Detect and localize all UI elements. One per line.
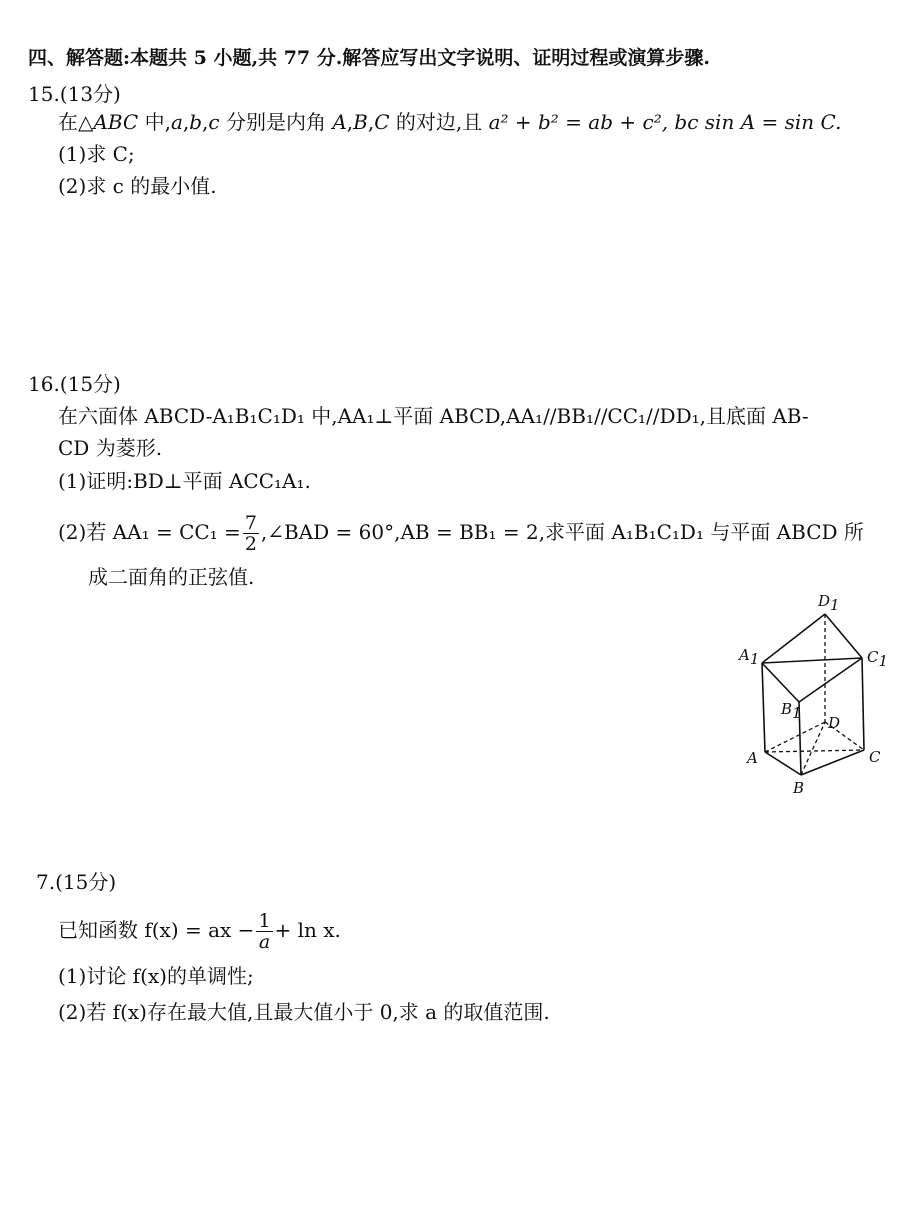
label-a: A (747, 749, 758, 767)
q15-stem-g: , (202, 110, 209, 134)
q17-part2: (2)若 f(x)存在最大值,且最大值小于 0,求 a 的取值范围. (58, 1000, 550, 1024)
q15-stem-c: 中, (138, 110, 171, 134)
q16-part1: (1)证明:BD⊥平面 ACC₁A₁. (58, 469, 311, 493)
label-c1: C1 (867, 648, 889, 670)
q15-stem-h: c (208, 110, 220, 134)
q15-stem-b: ABC (93, 110, 139, 134)
q17-frac-den: a (258, 931, 271, 953)
q15-stem-j: A (332, 110, 347, 134)
q16-frac-den: 2 (244, 533, 257, 555)
q16-fraction (243, 513, 259, 554)
q15-stem-i: 分别是内角 (219, 110, 333, 134)
label-b1: B1 (781, 700, 802, 722)
q15-stem-d: a (170, 110, 183, 134)
hexahedron-figure (725, 590, 890, 805)
label-d: D (828, 714, 841, 732)
label-c: C (869, 748, 881, 766)
q15-stem-l: B (353, 110, 368, 134)
label-b: B (793, 779, 805, 797)
q16-part2-b: ,∠BAD = 60°,AB = BB₁ = 2,求平面 A₁B₁C₁D₁ 与平面 ABCD 所 (260, 520, 864, 544)
label-a1: A1 (739, 646, 760, 668)
section-header: 四、解答题:本题共 5 小题,共 77 分.解答应写出文字说明、证明过程或演算步骤. (28, 47, 710, 69)
q16-stem-line2: CD 为菱形. (58, 436, 163, 460)
edge-a1-c1 (762, 658, 862, 663)
edge-a1-b1 (762, 663, 799, 702)
q16-part2-cont: 成二面角的正弦值. (88, 565, 255, 589)
q15-equation: a² + b² = ab + c², bc sin A = sin C. (488, 110, 842, 134)
q15-part1: (1)求 C; (58, 142, 135, 166)
diagonal-ac-hidden (765, 750, 864, 752)
q15-stem (58, 108, 841, 136)
q17-frac-num: 1 (258, 910, 271, 932)
q17-stem-b: + ln x. (274, 918, 341, 942)
q16-stem-line1: 在六面体 ABCD-A₁B₁C₁D₁ 中,AA₁⊥平面 ABCD,AA₁//BB₁//CC₁//DD₁,且底面 AB- (58, 404, 809, 428)
q17-stem (58, 908, 341, 952)
q15-stem-k: , (346, 110, 354, 134)
q15-number: 15.(13分) (28, 82, 121, 106)
q17-number: 7.(15分) (36, 870, 117, 894)
edge-c-c1 (862, 658, 864, 750)
q17-fraction (256, 911, 272, 952)
q16-frac-num: 7 (244, 512, 257, 534)
q16-part2-a: (2)若 AA₁ = CC₁ = (58, 520, 241, 544)
q16-number: 16.(15分) (28, 372, 121, 396)
q15-stem-e: , (182, 110, 190, 134)
q15-stem-o: 的对边,且 (389, 110, 489, 134)
q17-stem-a: 已知函数 f(x) = ax − (58, 918, 255, 942)
edge-a-d-hidden (765, 722, 825, 752)
edge-a-b (765, 752, 801, 775)
edge-b1-c1 (799, 658, 862, 702)
label-d1: D1 (818, 592, 840, 614)
edge-a-a1 (762, 663, 765, 752)
q15-stem-a: 在△ (58, 110, 94, 134)
q15-stem-f: b (189, 110, 203, 134)
edge-d1-c1 (825, 614, 862, 658)
edge-a1-d1 (762, 614, 825, 663)
q17-part1: (1)讨论 f(x)的单调性; (58, 964, 254, 988)
q15-part2: (2)求 c 的最小值. (58, 174, 217, 198)
q15-stem-m: , (367, 110, 375, 134)
q16-part2 (58, 510, 864, 554)
q15-stem-n: C (374, 110, 390, 134)
